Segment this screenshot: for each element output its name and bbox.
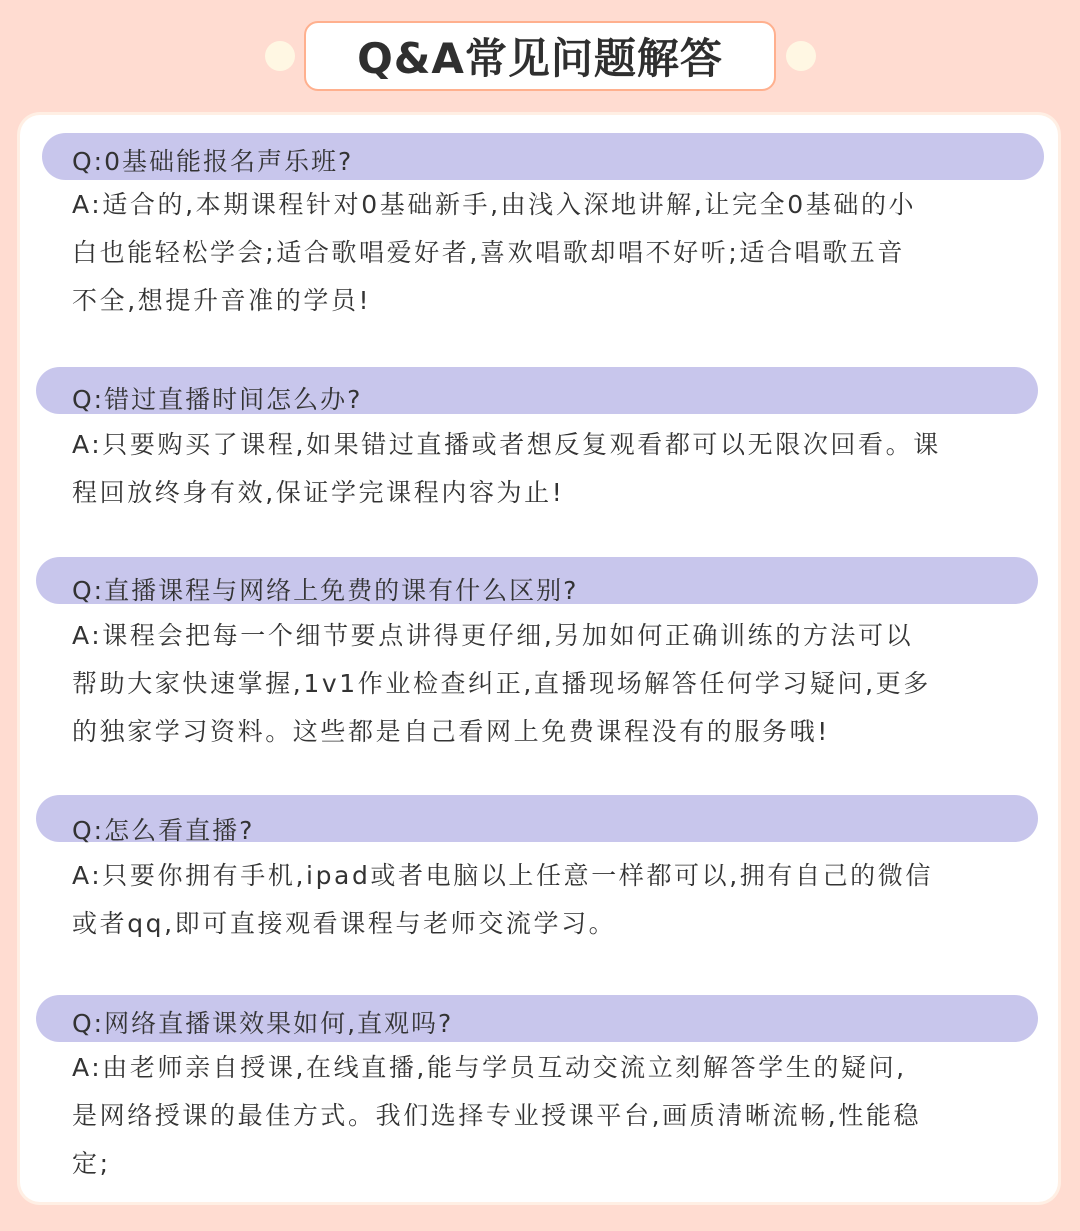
faq-answer-3	[72, 612, 1022, 756]
answer-line: 是网络授课的最佳方式。我们选择专业授课平台,画质清晰流畅,性能稳	[72, 1101, 922, 1130]
answer-line: 程回放终身有效,保证学完课程内容为止!	[72, 478, 565, 507]
answer-line: A:由老师亲自授课,在线直播,能与学员互动交流立刻解答学生的疑问,	[72, 1053, 907, 1082]
faq-answer-1	[72, 181, 1022, 325]
answer-line: 定;	[72, 1149, 111, 1178]
faq-answer-4	[72, 852, 1022, 948]
answer-line: 的独家学习资料。这些都是自己看网上免费课程没有的服务哦!	[72, 717, 830, 746]
answer-line: A:适合的,本期课程针对0基础新手,由浅入深地讲解,让完全0基础的小	[72, 190, 917, 219]
decorative-dot-right	[786, 41, 816, 71]
answer-line: A:只要购买了课程,如果错过直播或者想反复观看都可以无限次回看。课	[72, 430, 941, 459]
answer-line: 或者qq,即可直接观看课程与老师交流学习。	[72, 909, 617, 938]
page-title: Q&A常见问题解答	[357, 34, 723, 83]
answer-line: 白也能轻松学会;适合歌唱爱好者,喜欢唱歌却唱不好听;适合唱歌五音	[72, 238, 905, 267]
faq-question-1: Q:0基础能报名声乐班?	[72, 147, 354, 176]
answer-line: A:课程会把每一个细节要点讲得更仔细,另加如何正确训练的方法可以	[72, 621, 914, 650]
answer-line: A:只要你拥有手机,ipad或者电脑以上任意一样都可以,拥有自己的微信	[72, 861, 933, 890]
faq-answer-5	[72, 1044, 1022, 1188]
page-title-box	[304, 21, 776, 91]
faq-question-5: Q:网络直播课效果如何,直观吗?	[72, 1009, 454, 1038]
faq-question-3: Q:直播课程与网络上免费的课有什么区别?	[72, 576, 579, 605]
faq-question-2: Q:错过直播时间怎么办?	[72, 385, 363, 414]
faq-answer-2	[72, 421, 1022, 517]
faq-question-4: Q:怎么看直播?	[72, 816, 255, 845]
answer-line: 不全,想提升音准的学员!	[72, 286, 372, 315]
answer-line: 帮助大家快速掌握,1v1作业检查纠正,直播现场解答任何学习疑问,更多	[72, 669, 931, 698]
decorative-dot-left	[265, 41, 295, 71]
